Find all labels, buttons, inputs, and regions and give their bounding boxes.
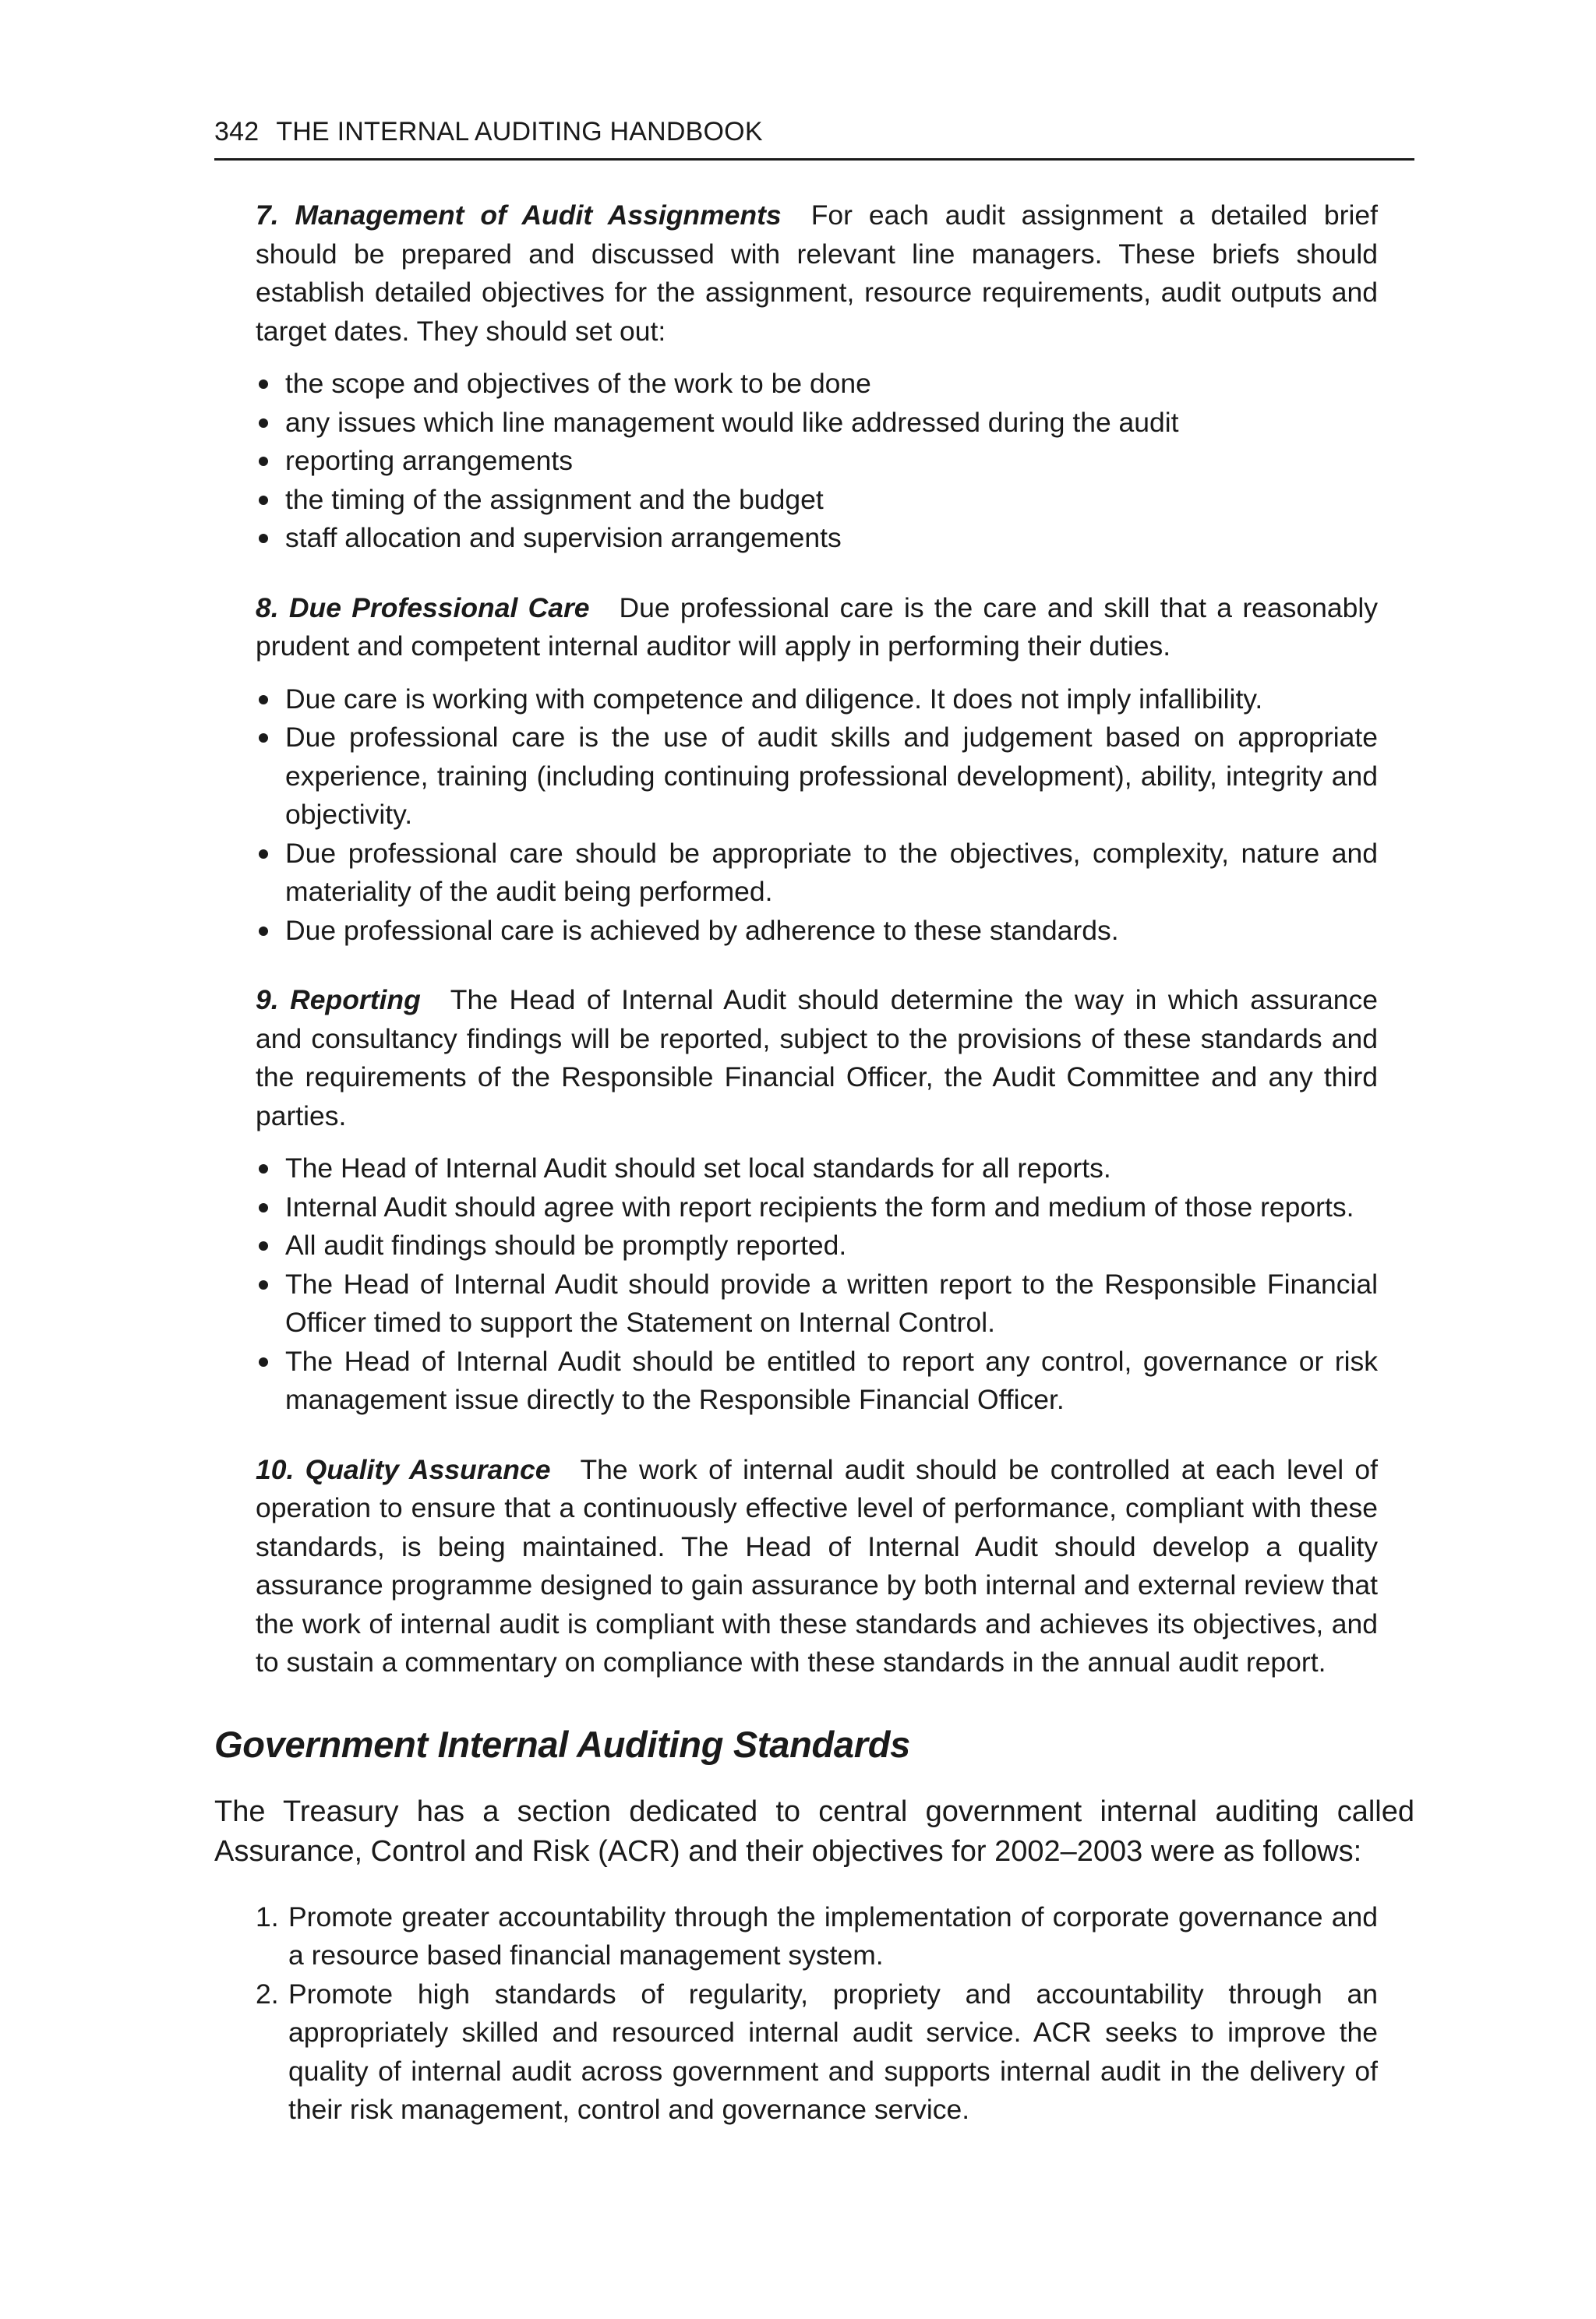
running-title: THE INTERNAL AUDITING HANDBOOK [276,117,763,146]
running-header [214,117,1414,161]
list-item-text: Due professional care should be appropriate to the objectives, complexity, nature and materiality of the audit being performed. [285,837,1378,907]
section-paragraph [256,1451,1378,1682]
list-item-text: Due professional care is achieved by adherence to these standards. [285,914,1119,946]
bullet-icon [259,1203,268,1212]
list-item [256,680,1378,719]
bullet-icon [259,418,268,428]
objectives-list [256,1898,1378,2130]
bullet-icon [259,849,268,859]
section-paragraph [256,589,1378,666]
standards-list [256,196,1378,1682]
list-item-text: Due care is working with competence and diligence. It does not imply infallibility. [285,683,1263,715]
list-item-text: Internal Audit should agree with report recipients the form and medium of those reports. [285,1191,1354,1223]
bullet-icon [259,496,268,505]
list-item [256,835,1378,912]
section-due-professional-care [256,589,1378,951]
list-item [256,1975,1378,2130]
list-item-text: staff allocation and supervision arrangements [285,522,842,553]
list-item [256,1898,1378,1975]
list-item [256,365,1378,404]
list-item [256,1343,1378,1420]
section-title: 10. Quality Assurance [256,1453,551,1485]
bullet-icon [259,733,268,743]
list-item-number: 1. [256,1901,279,1932]
page-number: 342 [214,117,260,146]
section-title: 7. Management of Audit Assignments [256,199,782,231]
list-item [256,1188,1378,1227]
list-item-text: The Head of Internal Audit should provide a written report to the Responsible Financial Officer timed to support the Statement on Internal Control. [285,1268,1378,1338]
section-text: For each audit assignment a detailed brief should be prepared and discussed with relevant line managers. These briefs should establish detailed objectives for the assignment, resource requirements, audit outputs and target dates. They should set out: [256,199,1378,347]
section-title: 8. Due Professional Care [256,591,590,623]
section-text: The work of internal audit should be controlled at each level of operation to ensure that a continuously effective level of performance, compliant with these standards, is being maintained. The Head of Internal Audit should develop a quality assurance programme designed to gain assurance by both internal and external review that the work of internal audit is compliant with these standards and achieves its objectives, and to sustain a commentary on compliance with these standards in the annual audit report. [256,1453,1378,1678]
section-title: 9. Reporting [256,984,421,1015]
government-intro-paragraph: The Treasury has a section dedicated to central government internal auditing called Assurance, Control and Risk (ACR) and their objectives for 2002–2003 were as follows: [214,1795,1414,1868]
list-item [256,1227,1378,1265]
list-item [256,519,1378,558]
list-item-text: reporting arrangements [285,445,574,476]
list-item-text: The Head of Internal Audit should be entitled to report any control, governance or risk management issue directly to the Responsible Financial Officer. [285,1345,1378,1415]
section-quality-assurance [256,1451,1378,1682]
section-paragraph [256,981,1378,1135]
bullet-icon [259,695,268,704]
bullet-list [256,365,1378,558]
list-item-text: any issues which line management would like addressed during the audit [285,406,1179,438]
list-item-text: Promote greater accountability through the implementation of corporate governance and a resource based financial management system. [288,1901,1378,1971]
list-item-text: All audit findings should be promptly reported. [285,1230,847,1261]
bullet-icon [259,927,268,936]
list-item [256,912,1378,951]
bullet-icon [259,1241,268,1251]
section-text: The Head of Internal Audit should determine the way in which assurance and consultancy findings will be reported, subject to the provisions of these standards and the requirements of the Responsible Financial Officer, the Audit Committee and any third parties. [256,984,1378,1131]
list-item [256,1149,1378,1188]
list-item-text: The Head of Internal Audit should set local standards for all reports. [285,1152,1111,1184]
bullet-list [256,680,1378,951]
bullet-icon [259,1164,268,1174]
list-item [256,1265,1378,1343]
section-text: Due professional care is the care and skill that a reasonably prudent and competent internal auditor will apply in performing their duties. [256,591,1378,662]
list-item [256,718,1378,835]
list-item-text: Promote high standards of regularity, propriety and accountability through an appropriately skilled and resourced internal audit service. ACR seeks to improve the quality of internal audit across government and supports internal audit in the delivery of their risk management, control and governance service. [288,1978,1378,2125]
list-item [256,404,1378,443]
bullet-icon [259,457,268,466]
list-item-text: Due professional care is the use of audit skills and judgement based on appropriate experience, training (including continuing professional development), ability, integrity and objectivity. [285,722,1378,830]
bullet-list [256,1149,1378,1420]
section-management-of-audit-assignments [256,196,1378,558]
list-item-number: 2. [256,1978,279,2010]
bullet-icon [259,379,268,389]
list-item-text: the scope and objectives of the work to be done [285,368,871,399]
section-paragraph [256,196,1378,351]
book-page [214,117,1414,2130]
list-item [256,481,1378,520]
bullet-icon [259,1280,268,1290]
government-standards-heading: Government Internal Auditing Standards [214,1723,911,1765]
bullet-icon [259,534,268,543]
list-item [256,442,1378,481]
bullet-icon [259,1357,268,1367]
list-item-text: the timing of the assignment and the budget [285,483,824,515]
section-reporting [256,981,1378,1420]
